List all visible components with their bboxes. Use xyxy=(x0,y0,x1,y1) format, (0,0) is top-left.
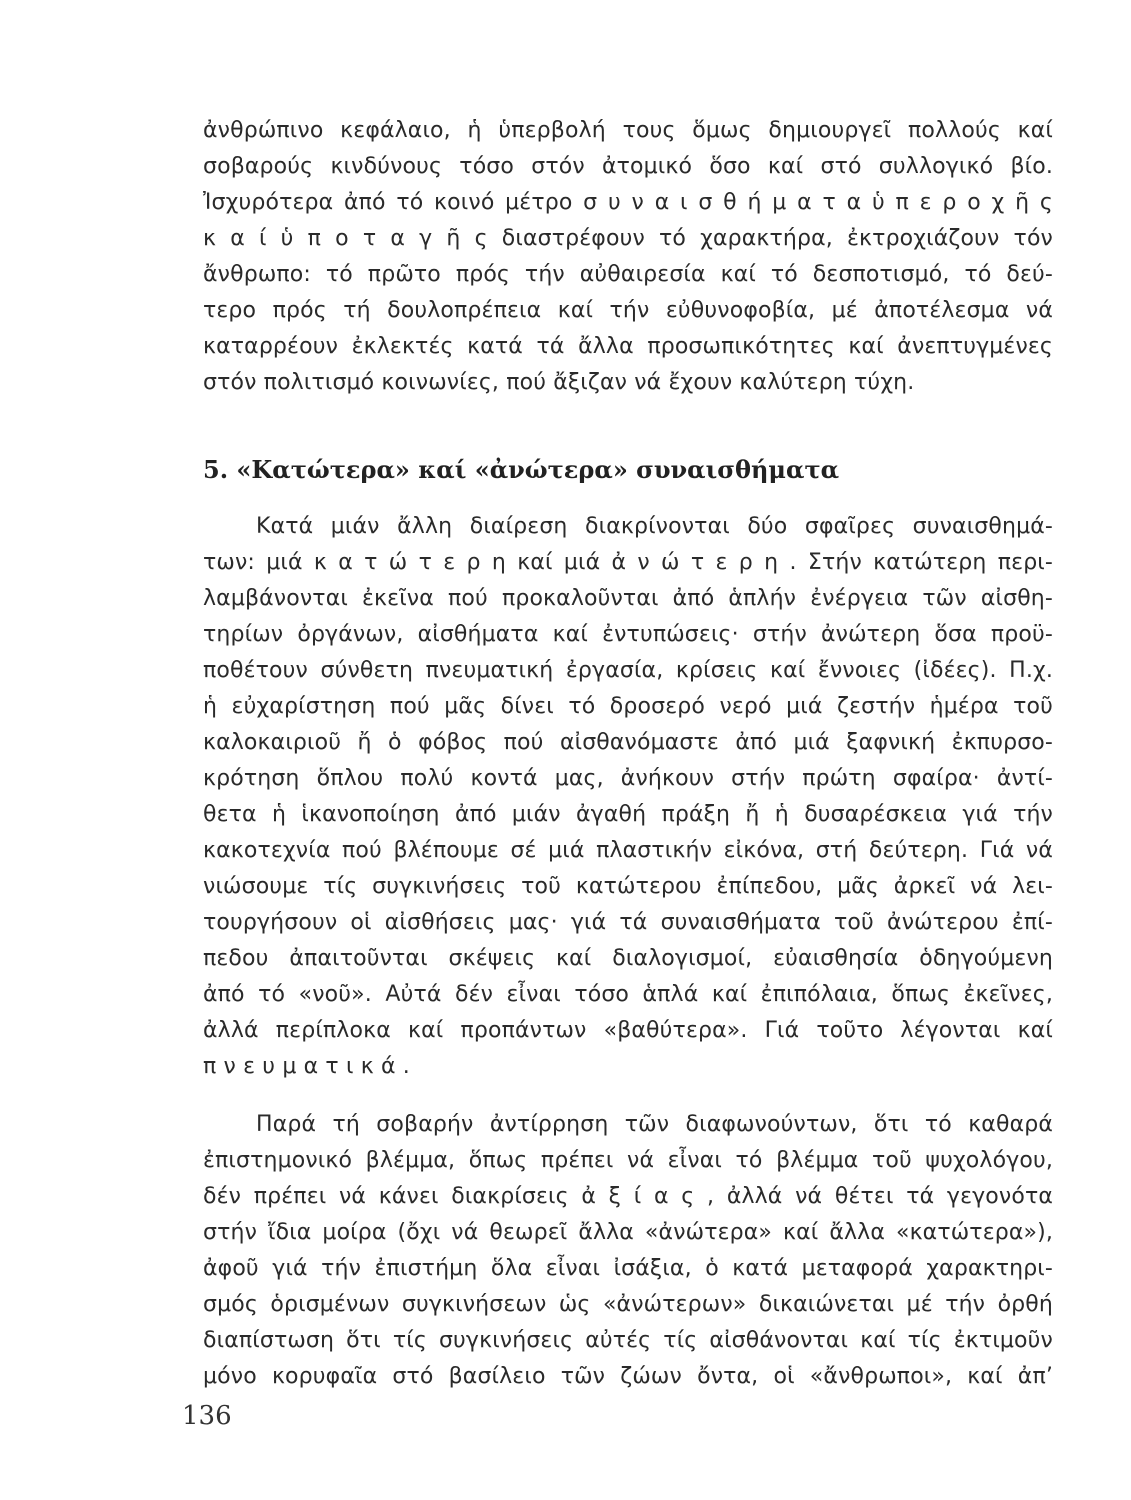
text-line: ἐπιστημονικό βλέμμα, ὅπως πρέπει νά εἶναι τό βλέμμα τοῦ ψυχολόγου, xyxy=(203,1148,1053,1173)
text-line: ἀνθρώπινο κεφάλαιο, ἡ ὑπερβολή τους ὅμως δημιουργεῖ πολλούς καί xyxy=(203,118,1053,143)
text-line: πεδου ἀπαιτοῦνται σκέψεις καί διαλογισμοί, εὐαισθησία ὁδηγούμενη xyxy=(203,946,1053,971)
text-line: ἀλλά περίπλοκα καί προπάντων «βαθύτερα». Γιά τοῦτο λέγονται καί xyxy=(203,1018,1053,1043)
text-line: στόν πολιτισμό κοινωνίες, πού ἄξιζαν νά ἔχουν καλύτερη τύχη. xyxy=(203,370,915,395)
text-line: Κατά μιάν ἄλλη διαίρεση διακρίνονται δύο σφαῖρες συναισθημά- xyxy=(256,514,1053,539)
text-line: στήν ἴδια μοίρα (ὄχι νά θεωρεῖ ἄλλα «ἀνώτερα» καί ἄλλα «κατώτερα»), xyxy=(203,1220,1053,1245)
text-line: Παρά τή σοβαρήν ἀντίρρηση τῶν διαφωνούντων, ὅτι τό καθαρά xyxy=(256,1112,1053,1137)
text-line: κ α ί ὑ π ο τ α γ ῆ ς διαστρέφουν τό χαρακτήρα, ἐκτροχιάζουν τόν xyxy=(203,226,1053,251)
text-line: ἄνθρωπο: τό πρῶτο πρός τήν αὐθαιρεσία καί τό δεσποτισμό, τό δεύ- xyxy=(203,262,1053,287)
text-line: κακοτεχνία πού βλέπουμε σέ μιά πλαστικήν εἰκόνα, στή δεύτερη. Γιά νά xyxy=(203,838,1053,863)
text-line: διαπίστωση ὅτι τίς συγκινήσεις αὐτές τίς αἰσθάνονται καί τίς ἐκτιμοῦν xyxy=(203,1328,1053,1353)
text-line: τηρίων ὀργάνων, αἰσθήματα καί ἐντυπώσεις· στήν ἀνώτερη ὅσα προϋ- xyxy=(203,622,1053,647)
text-line: τερο πρός τή δουλοπρέπεια καί τήν εὐθυνοφοβία, μέ ἀποτέλεσμα νά xyxy=(203,298,1053,323)
text-line: δέν πρέπει νά κάνει διακρίσεις ἀ ξ ί α ς , ἀλλά νά θέτει τά γεγονότα xyxy=(203,1184,1053,1209)
text-line: ἀφοῦ γιά τήν ἐπιστήμη ὅλα εἶναι ἰσάξια, ὁ κατά μεταφορά χαρακτηρι- xyxy=(203,1256,1053,1281)
text-line: καλοκαιριοῦ ἤ ὁ φόβος πού αἰσθανόμαστε ἀπό μιά ξαφνική ἐκπυρσο- xyxy=(203,730,1053,755)
page-number: 136 xyxy=(182,1401,232,1431)
text-line: καταρρέουν ἐκλεκτές κατά τά ἄλλα προσωπικότητες καί ἀνεπτυγμένες xyxy=(203,334,1053,359)
section-heading: 5. «Κατώτερα» καί «ἀνώτερα» συναισθήματα xyxy=(203,455,840,484)
text-line: ἀπό τό «νοῦ». Αὐτά δέν εἶναι τόσο ἁπλά καί ἐπιπόλαια, ὅπως ἐκεῖνες, xyxy=(203,982,1053,1007)
text-line: λαμβάνονται ἐκεῖνα πού προκαλοῦνται ἀπό ἁπλήν ἐνέργεια τῶν αἰσθη- xyxy=(203,586,1053,611)
text-line: θετα ἡ ἱκανοποίηση ἀπό μιάν ἀγαθή πράξη ἤ ἡ δυσαρέσκεια γιά τήν xyxy=(203,802,1053,827)
text-line: σοβαρούς κινδύνους τόσο στόν ἀτομικό ὅσο καί στό συλλογικό βίο. xyxy=(203,154,1053,179)
text-line: π ν ε υ μ α τ ι κ ά . xyxy=(203,1054,410,1079)
text-line: νιώσουμε τίς συγκινήσεις τοῦ κατώτερου ἐπίπεδου, μᾶς ἀρκεῖ νά λει- xyxy=(203,874,1053,899)
text-line: Ἰσχυρότερα ἀπό τό κοινό μέτρο σ υ ν α ι σ θ ή μ α τ α ὑ π ε ρ ο χ ῆ ς xyxy=(203,190,1053,215)
text-line: τουργήσουν οἱ αἰσθήσεις μας· γιά τά συναισθήματα τοῦ ἀνώτερου ἐπί- xyxy=(203,910,1053,935)
text-line: μόνο κορυφαῖα στό βασίλειο τῶν ζώων ὄντα, οἱ «ἄνθρωποι», καί ἀπ’ xyxy=(203,1364,1053,1389)
text-line: κρότηση ὅπλου πολύ κοντά μας, ἀνήκουν στήν πρώτη σφαίρα· ἀντί- xyxy=(203,766,1053,791)
text-line: σμός ὁρισμένων συγκινήσεων ὡς «ἀνώτερων» δικαιώνεται μέ τήν ὀρθή xyxy=(203,1292,1053,1317)
text-line: ποθέτουν σύνθετη πνευματική ἐργασία, κρίσεις καί ἔννοιες (ἰδέες). Π.χ. xyxy=(203,658,1053,683)
text-line: ἡ εὐχαρίστηση πού μᾶς δίνει τό δροσερό νερό μιά ζεστήν ἡμέρα τοῦ xyxy=(203,694,1053,719)
text-line: των: μιά κ α τ ώ τ ε ρ η καί μιά ἀ ν ώ τ ε ρ η . Στήν κατώτερη περι- xyxy=(203,550,1053,575)
